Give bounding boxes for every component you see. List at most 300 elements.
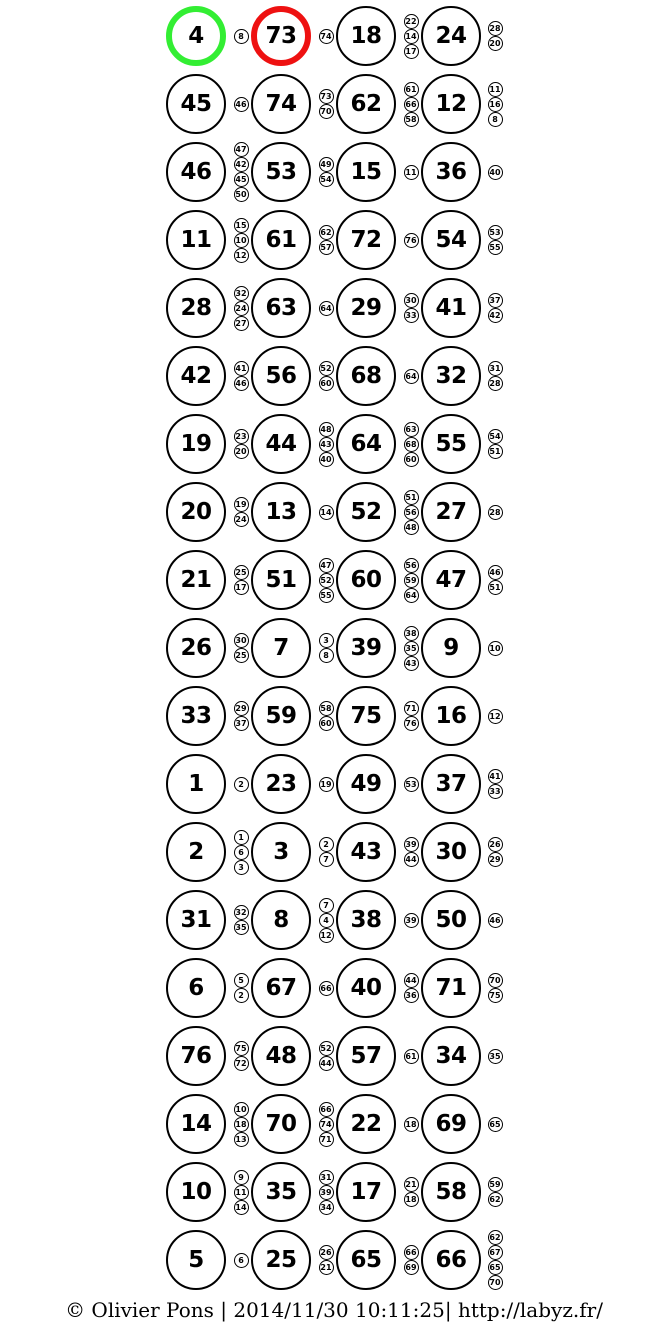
hint-group <box>485 822 505 882</box>
hint-badge: 59 <box>404 573 419 588</box>
maze-cell[interactable]: 24 <box>421 6 481 66</box>
hint-group <box>485 210 505 270</box>
hint-badge: 25 <box>234 648 249 663</box>
maze-cell[interactable]: 10 <box>166 1162 226 1222</box>
hint-group <box>316 1026 336 1086</box>
footer-datetime: 2014/11/30 10:11:25 <box>233 1298 445 1322</box>
hint-badge: 67 <box>488 1245 503 1260</box>
hint-badge: 3 <box>319 633 334 648</box>
hint-badge: 7 <box>319 852 334 867</box>
maze-cell[interactable]: 52 <box>336 482 396 542</box>
hint-group <box>231 1026 251 1086</box>
hint-badge: 52 <box>319 1041 334 1056</box>
footer-link[interactable]: http://labyz.fr/ <box>457 1298 603 1322</box>
maze-cell[interactable]: 33 <box>166 686 226 746</box>
maze-cell[interactable]: 34 <box>421 1026 481 1086</box>
hint-group <box>485 1162 505 1222</box>
maze-cell[interactable]: 32 <box>421 346 481 406</box>
maze-cell[interactable]: 19 <box>166 414 226 474</box>
hint-badge: 39 <box>319 1185 334 1200</box>
hint-group <box>401 1230 421 1290</box>
hint-badge: 52 <box>319 573 334 588</box>
hint-badge: 70 <box>488 1275 503 1290</box>
hint-badge: 33 <box>404 308 419 323</box>
hint-group <box>401 754 421 814</box>
hint-group <box>231 1230 251 1290</box>
hint-badge: 13 <box>234 1132 249 1147</box>
maze-cell[interactable]: 69 <box>421 1094 481 1154</box>
hint-badge: 63 <box>404 422 419 437</box>
hint-badge: 24 <box>234 301 249 316</box>
hint-badge: 12 <box>319 928 334 943</box>
maze-cell[interactable]: 1 <box>166 754 226 814</box>
maze-cell[interactable]: 47 <box>421 550 481 610</box>
hint-badge: 32 <box>234 286 249 301</box>
maze-cell[interactable]: 76 <box>166 1026 226 1086</box>
hint-group <box>401 482 421 542</box>
footer-credit: © Olivier Pons <box>65 1298 214 1322</box>
maze-cell[interactable]: 29 <box>336 278 396 338</box>
hint-badge: 30 <box>234 633 249 648</box>
hint-badge: 30 <box>404 293 419 308</box>
hint-group <box>401 74 421 134</box>
hint-badge: 12 <box>488 709 503 724</box>
maze-cell[interactable]: 70 <box>251 1094 311 1154</box>
hint-badge: 68 <box>404 437 419 452</box>
hint-badge: 51 <box>404 490 419 505</box>
hint-badge: 62 <box>488 1192 503 1207</box>
maze-cell[interactable]: 67 <box>251 958 311 1018</box>
hint-badge: 14 <box>319 505 334 520</box>
hint-badge: 43 <box>404 656 419 671</box>
hint-badge: 10 <box>234 233 249 248</box>
hint-group <box>401 618 421 678</box>
maze-cell[interactable]: 61 <box>251 210 311 270</box>
hint-badge: 22 <box>404 14 419 29</box>
hint-group <box>316 482 336 542</box>
maze-cell[interactable]: 40 <box>336 958 396 1018</box>
maze-cell[interactable]: 64 <box>336 414 396 474</box>
hint-badge: 31 <box>319 1170 334 1185</box>
maze-cell[interactable]: 23 <box>251 754 311 814</box>
hint-badge: 44 <box>404 973 419 988</box>
hint-badge: 49 <box>319 157 334 172</box>
hint-group <box>485 142 505 202</box>
hint-group <box>231 550 251 610</box>
hint-group <box>401 822 421 882</box>
maze-cell[interactable]: 39 <box>336 618 396 678</box>
hint-group <box>231 686 251 746</box>
hint-badge: 4 <box>319 913 334 928</box>
hint-badge: 18 <box>234 1117 249 1132</box>
hint-group <box>231 482 251 542</box>
hint-badge: 10 <box>234 1102 249 1117</box>
maze-cell[interactable]: 12 <box>421 74 481 134</box>
hint-badge: 54 <box>488 429 503 444</box>
maze-cell[interactable]: 57 <box>336 1026 396 1086</box>
hint-group <box>316 686 336 746</box>
hint-badge: 76 <box>404 233 419 248</box>
maze-cell[interactable]: 54 <box>421 210 481 270</box>
maze-cell[interactable]: 50 <box>421 890 481 950</box>
hint-badge: 46 <box>234 376 249 391</box>
hint-badge: 55 <box>319 588 334 603</box>
hint-group <box>485 278 505 338</box>
hint-badge: 53 <box>404 777 419 792</box>
hint-group <box>485 686 505 746</box>
hint-badge: 60 <box>319 716 334 731</box>
maze-cell[interactable]: 75 <box>336 686 396 746</box>
maze-cell[interactable]: 46 <box>166 142 226 202</box>
maze-cell[interactable]: 42 <box>166 346 226 406</box>
hint-badge: 74 <box>319 1117 334 1132</box>
hint-badge: 9 <box>234 1170 249 1185</box>
hint-badge: 38 <box>404 626 419 641</box>
hint-group <box>316 278 336 338</box>
hint-badge: 36 <box>404 988 419 1003</box>
maze-cell[interactable]: 74 <box>251 74 311 134</box>
maze-cell[interactable]: 63 <box>251 278 311 338</box>
hint-group <box>485 618 505 678</box>
maze-cell[interactable]: 48 <box>251 1026 311 1086</box>
hint-badge: 46 <box>488 565 503 580</box>
hint-badge: 51 <box>488 444 503 459</box>
hint-group <box>316 210 336 270</box>
hint-group <box>401 210 421 270</box>
hint-badge: 55 <box>488 240 503 255</box>
hint-group <box>485 482 505 542</box>
maze-cell[interactable]: 58 <box>421 1162 481 1222</box>
hint-badge: 54 <box>319 172 334 187</box>
maze-cell[interactable]: 30 <box>421 822 481 882</box>
maze-cell[interactable]: 65 <box>336 1230 396 1290</box>
hint-badge: 61 <box>404 1049 419 1064</box>
hint-badge: 56 <box>404 558 419 573</box>
hint-badge: 71 <box>319 1132 334 1147</box>
maze-cell[interactable]: 56 <box>251 346 311 406</box>
hint-group <box>485 1230 505 1290</box>
hint-badge: 14 <box>404 29 419 44</box>
hint-group <box>316 618 336 678</box>
maze-cell[interactable]: 8 <box>251 890 311 950</box>
hint-badge: 17 <box>234 580 249 595</box>
maze-cell[interactable]: 18 <box>336 6 396 66</box>
hint-badge: 70 <box>319 104 334 119</box>
maze-cell[interactable]: 60 <box>336 550 396 610</box>
maze-cell[interactable]: 51 <box>251 550 311 610</box>
maze-cell[interactable]: 11 <box>166 210 226 270</box>
maze-cell[interactable]: 41 <box>421 278 481 338</box>
hint-badge: 8 <box>234 29 249 44</box>
maze-cell[interactable]: 68 <box>336 346 396 406</box>
hint-badge: 72 <box>234 1056 249 1071</box>
hint-group <box>485 414 505 474</box>
hint-group <box>401 1094 421 1154</box>
hint-badge: 28 <box>488 21 503 36</box>
hint-badge: 1 <box>234 830 249 845</box>
hint-badge: 14 <box>234 1200 249 1215</box>
maze-cell[interactable]: 53 <box>251 142 311 202</box>
hint-badge: 12 <box>234 248 249 263</box>
maze-cell[interactable]: 2 <box>166 822 226 882</box>
hint-badge: 21 <box>404 1177 419 1192</box>
hint-badge: 19 <box>319 777 334 792</box>
hint-group <box>231 142 251 202</box>
hint-group <box>316 1094 336 1154</box>
hint-badge: 10 <box>488 641 503 656</box>
hint-group <box>231 210 251 270</box>
hint-badge: 20 <box>488 36 503 51</box>
hint-badge: 39 <box>404 837 419 852</box>
hint-badge: 62 <box>488 1230 503 1245</box>
hint-group <box>316 754 336 814</box>
maze-cell[interactable]: 72 <box>336 210 396 270</box>
hint-badge: 57 <box>319 240 334 255</box>
hint-badge: 11 <box>488 82 503 97</box>
hint-group <box>485 1026 505 1086</box>
hint-badge: 37 <box>234 716 249 731</box>
hint-group <box>485 346 505 406</box>
hint-badge: 59 <box>488 1177 503 1192</box>
hint-group <box>485 958 505 1018</box>
hint-badge: 65 <box>488 1117 503 1132</box>
hint-badge: 41 <box>234 361 249 376</box>
hint-badge: 75 <box>234 1041 249 1056</box>
hint-badge: 18 <box>404 1192 419 1207</box>
goal-cell[interactable]: 73 <box>251 6 311 66</box>
hint-badge: 43 <box>319 437 334 452</box>
maze-cell[interactable]: 49 <box>336 754 396 814</box>
hint-badge: 24 <box>234 512 249 527</box>
hint-group <box>231 6 251 66</box>
hint-group <box>231 1162 251 1222</box>
hint-badge: 37 <box>488 293 503 308</box>
maze-cell[interactable]: 20 <box>166 482 226 542</box>
footer-separator: | <box>220 1298 227 1322</box>
hint-badge: 66 <box>319 981 334 996</box>
hint-badge: 6 <box>234 845 249 860</box>
hint-group <box>231 1094 251 1154</box>
hint-group <box>231 618 251 678</box>
maze-cell[interactable]: 36 <box>421 142 481 202</box>
hint-badge: 44 <box>319 1056 334 1071</box>
hint-group <box>401 414 421 474</box>
maze-cell[interactable]: 28 <box>166 278 226 338</box>
hint-badge: 31 <box>488 361 503 376</box>
maze-cell[interactable]: 7 <box>251 618 311 678</box>
maze-cell[interactable]: 6 <box>166 958 226 1018</box>
hint-group <box>401 686 421 746</box>
hint-badge: 52 <box>319 361 334 376</box>
maze-cell[interactable]: 16 <box>421 686 481 746</box>
hint-group <box>316 1162 336 1222</box>
maze-cell[interactable]: 44 <box>251 414 311 474</box>
hint-group <box>231 74 251 134</box>
hint-badge: 75 <box>488 988 503 1003</box>
maze-cell[interactable]: 27 <box>421 482 481 542</box>
hint-group <box>316 414 336 474</box>
footer-separator-2: | <box>444 1298 452 1322</box>
hint-group <box>401 958 421 1018</box>
maze-cell[interactable]: 45 <box>166 74 226 134</box>
hint-badge: 48 <box>319 422 334 437</box>
hint-group <box>231 958 251 1018</box>
hint-badge: 41 <box>488 769 503 784</box>
hint-badge: 8 <box>488 112 503 127</box>
hint-badge: 11 <box>234 1185 249 1200</box>
maze-cell[interactable]: 15 <box>336 142 396 202</box>
hint-group <box>401 550 421 610</box>
hint-badge: 58 <box>319 701 334 716</box>
hint-badge: 48 <box>404 520 419 535</box>
maze-cell[interactable]: 66 <box>421 1230 481 1290</box>
hint-group <box>231 754 251 814</box>
hint-badge: 35 <box>234 920 249 935</box>
hint-badge: 66 <box>404 97 419 112</box>
hint-badge: 66 <box>404 1245 419 1260</box>
hint-group <box>401 142 421 202</box>
hint-badge: 64 <box>404 588 419 603</box>
hint-badge: 65 <box>488 1260 503 1275</box>
hint-group <box>316 142 336 202</box>
hint-group <box>316 890 336 950</box>
hint-badge: 11 <box>404 165 419 180</box>
hint-badge: 18 <box>404 1117 419 1132</box>
hint-badge: 5 <box>234 973 249 988</box>
hint-badge: 42 <box>234 157 249 172</box>
hint-badge: 47 <box>319 558 334 573</box>
hint-badge: 20 <box>234 444 249 459</box>
hint-group <box>231 822 251 882</box>
hint-badge: 40 <box>319 452 334 467</box>
maze-cell[interactable]: 35 <box>251 1162 311 1222</box>
maze-cell[interactable]: 38 <box>336 890 396 950</box>
hint-group <box>401 1162 421 1222</box>
maze-cell[interactable]: 25 <box>251 1230 311 1290</box>
maze-cell[interactable]: 26 <box>166 618 226 678</box>
hint-group <box>231 890 251 950</box>
maze-cell[interactable]: 43 <box>336 822 396 882</box>
hint-badge: 71 <box>404 701 419 716</box>
hint-badge: 40 <box>488 165 503 180</box>
hint-badge: 53 <box>488 225 503 240</box>
hint-badge: 3 <box>234 860 249 875</box>
hint-group <box>401 1026 421 1086</box>
hint-badge: 32 <box>234 905 249 920</box>
hint-badge: 34 <box>319 1200 334 1215</box>
hint-group <box>401 278 421 338</box>
maze-cell[interactable]: 31 <box>166 890 226 950</box>
hint-badge: 29 <box>488 852 503 867</box>
hint-badge: 33 <box>488 784 503 799</box>
hint-badge: 69 <box>404 1260 419 1275</box>
hint-badge: 46 <box>488 913 503 928</box>
hint-badge: 56 <box>404 505 419 520</box>
hint-group <box>231 346 251 406</box>
hint-badge: 6 <box>234 1253 249 1268</box>
maze-cell[interactable]: 55 <box>421 414 481 474</box>
hint-group <box>316 1230 336 1290</box>
maze-cell[interactable]: 62 <box>336 74 396 134</box>
hint-group <box>485 6 505 66</box>
hint-badge: 64 <box>319 301 334 316</box>
hint-badge: 2 <box>319 837 334 852</box>
maze-cell[interactable]: 3 <box>251 822 311 882</box>
maze-cell[interactable]: 22 <box>336 1094 396 1154</box>
hint-badge: 46 <box>234 97 249 112</box>
hint-badge: 76 <box>404 716 419 731</box>
hint-badge: 7 <box>319 898 334 913</box>
hint-group <box>316 822 336 882</box>
hint-group <box>316 958 336 1018</box>
hint-badge: 70 <box>488 973 503 988</box>
hint-badge: 45 <box>234 172 249 187</box>
hint-group <box>231 278 251 338</box>
hint-badge: 23 <box>234 429 249 444</box>
maze-cell[interactable]: 17 <box>336 1162 396 1222</box>
hint-badge: 28 <box>488 376 503 391</box>
hint-badge: 60 <box>319 376 334 391</box>
hint-badge: 15 <box>234 218 249 233</box>
maze-cell[interactable]: 14 <box>166 1094 226 1154</box>
hint-badge: 16 <box>488 97 503 112</box>
hint-group <box>316 346 336 406</box>
hint-badge: 44 <box>404 852 419 867</box>
hint-badge: 2 <box>234 988 249 1003</box>
hint-badge: 73 <box>319 89 334 104</box>
hint-badge: 50 <box>234 187 249 202</box>
footer <box>0 1296 668 1324</box>
hint-group <box>401 346 421 406</box>
maze-cell[interactable]: 71 <box>421 958 481 1018</box>
hint-badge: 27 <box>234 316 249 331</box>
hint-badge: 25 <box>234 565 249 580</box>
hint-badge: 8 <box>319 648 334 663</box>
hint-group <box>316 550 336 610</box>
start-cell[interactable]: 4 <box>166 6 226 66</box>
hint-badge: 2 <box>234 777 249 792</box>
maze-cell[interactable]: 13 <box>251 482 311 542</box>
maze-cell[interactable]: 59 <box>251 686 311 746</box>
hint-badge: 74 <box>319 29 334 44</box>
hint-badge: 60 <box>404 452 419 467</box>
hint-badge: 51 <box>488 580 503 595</box>
hint-group <box>401 6 421 66</box>
hint-badge: 28 <box>488 505 503 520</box>
hint-badge: 62 <box>319 225 334 240</box>
hint-group <box>316 74 336 134</box>
hint-badge: 58 <box>404 112 419 127</box>
hint-badge: 42 <box>488 308 503 323</box>
hint-group <box>485 74 505 134</box>
hint-badge: 19 <box>234 497 249 512</box>
maze-cell[interactable]: 37 <box>421 754 481 814</box>
maze-cell[interactable]: 5 <box>166 1230 226 1290</box>
hint-badge: 61 <box>404 82 419 97</box>
hint-badge: 47 <box>234 142 249 157</box>
hint-badge: 17 <box>404 44 419 59</box>
hint-badge: 26 <box>319 1245 334 1260</box>
hint-badge: 21 <box>319 1260 334 1275</box>
hint-badge: 66 <box>319 1102 334 1117</box>
hint-group <box>401 890 421 950</box>
hint-group <box>485 754 505 814</box>
hint-badge: 64 <box>404 369 419 384</box>
maze-cell[interactable]: 9 <box>421 618 481 678</box>
hint-badge: 35 <box>404 641 419 656</box>
maze-cell[interactable]: 21 <box>166 550 226 610</box>
hint-badge: 26 <box>488 837 503 852</box>
